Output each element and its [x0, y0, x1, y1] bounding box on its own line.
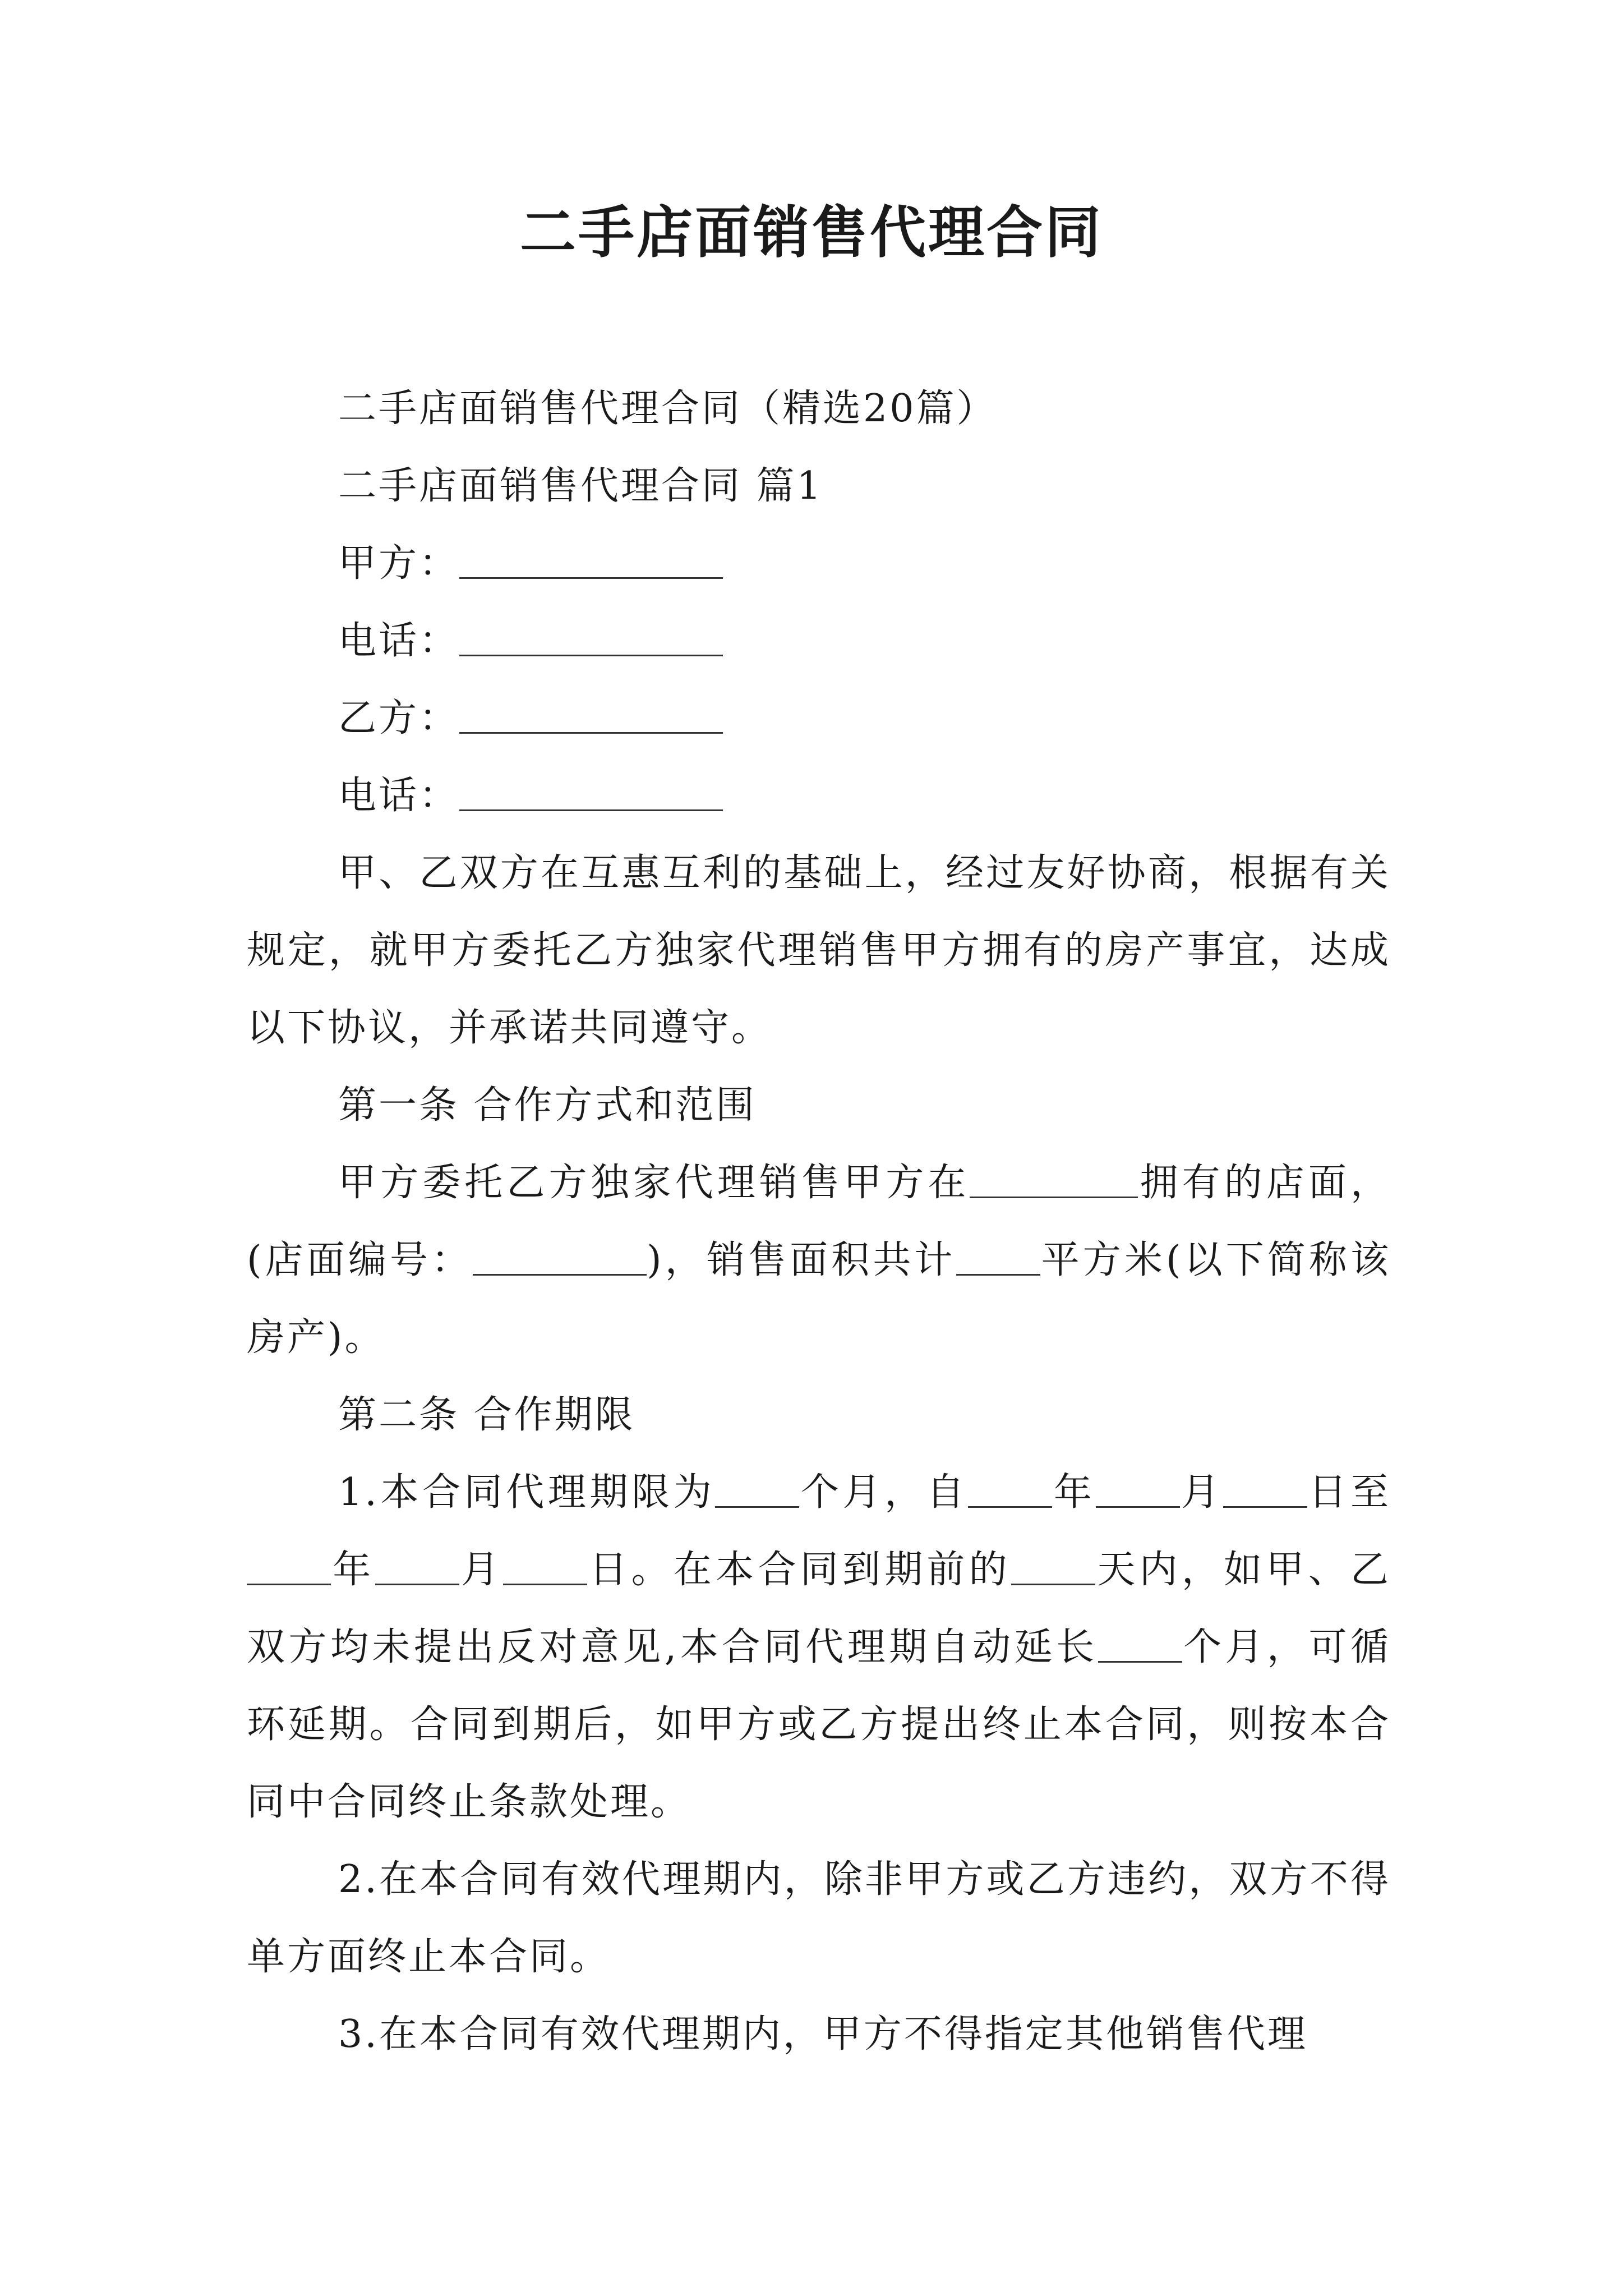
text-run: 月 [459, 1548, 504, 1592]
document-subtitle: 二手店面销售代理合同（精选20篇） [338, 386, 997, 431]
extension-months-blank[interactable] [1098, 1625, 1182, 1663]
notice-days-blank[interactable] [1011, 1548, 1095, 1586]
field-label: 甲方： [338, 541, 460, 586]
text-run: 月 [1179, 1470, 1223, 1515]
article-1-heading: 第一条 合作方式和范围 [338, 1083, 757, 1128]
intro-paragraph: 甲、乙双方在互惠互利的基础上，经过友好协商，根据有关规定，就甲方委托乙方独家代理销售甲方拥有的房产事宜，达成以下协议，并承诺共同遵守。 [247, 851, 1391, 1050]
section-heading: 二手店面销售代理合同 篇1 [338, 464, 823, 508]
party-b-blank[interactable] [459, 696, 723, 734]
text-run: 1.本合同代理期限为 [338, 1470, 716, 1515]
article-1-text [247, 1144, 1391, 1377]
text-run: 天内，如甲、乙双方均未提出反对意见,本合同代理期自动延长 [247, 1548, 1391, 1669]
party-b-phone-blank[interactable] [459, 774, 723, 812]
location-blank[interactable] [970, 1161, 1138, 1199]
field-label: 电话： [338, 774, 460, 818]
party-a-phone-blank[interactable] [459, 619, 723, 657]
document-body [247, 370, 1391, 2073]
months-blank[interactable] [715, 1470, 799, 1508]
article-2-item-3: 3.在本合同有效代理期内，甲方不得指定其他销售代理 [338, 2012, 1308, 2056]
end-year-blank[interactable] [247, 1548, 331, 1586]
start-year-blank[interactable] [968, 1470, 1052, 1508]
party-a-field [247, 525, 1391, 602]
article-2-heading: 第二条 合作期限 [338, 1393, 635, 1437]
text-run: 个月，自 [799, 1470, 969, 1515]
party-a-blank[interactable] [459, 541, 723, 579]
text-run: )，销售面积共计 [647, 1238, 956, 1282]
article-2-item-1 [247, 1454, 1391, 1841]
text-run: 年 [331, 1548, 375, 1592]
party-b-field [247, 680, 1391, 757]
text-run: 甲方委托乙方独家代理销售甲方在 [338, 1161, 970, 1205]
party-b-phone-field [247, 757, 1391, 835]
text-run: 平方米(以下简称该房产)。 [247, 1238, 1391, 1360]
document-title: 二手店面销售代理合同 [520, 200, 1103, 265]
field-label: 电话： [338, 619, 460, 663]
text-run: 日。在本合同到期前的 [587, 1548, 1012, 1592]
text-run: 个月，可循环延期。合同到期后，如甲方或乙方提出终止本合同，则按本合同中合同终止条款处理。 [247, 1625, 1391, 1824]
start-day-blank[interactable] [1223, 1470, 1307, 1508]
article-2-item-2: 2.在本合同有效代理期内，除非甲方或乙方违约，双方不得单方面终止本合同。 [247, 1857, 1391, 1979]
text-run: 日至 [1307, 1470, 1391, 1515]
area-blank[interactable] [956, 1238, 1040, 1276]
shop-number-blank[interactable] [473, 1238, 647, 1276]
text-run: 拥有的店面，(店面编号： [247, 1161, 1391, 1282]
party-a-phone-field [247, 602, 1391, 680]
start-month-blank[interactable] [1096, 1470, 1180, 1508]
end-day-blank[interactable] [503, 1548, 587, 1586]
end-month-blank[interactable] [375, 1548, 459, 1586]
text-run: 年 [1052, 1470, 1096, 1515]
field-label: 乙方： [338, 696, 460, 740]
